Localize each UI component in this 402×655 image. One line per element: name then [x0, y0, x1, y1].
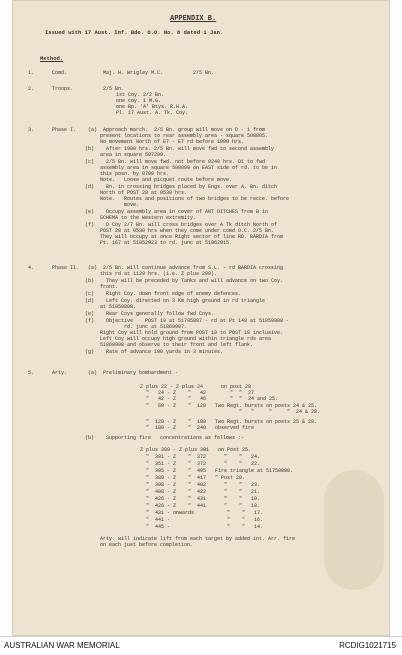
- text-line: SCHEMA to the Western extremity.: [100, 215, 197, 221]
- text-line: (d) Bn. in crossing bridges placed by Engs. over A. Bn. ditch: [85, 184, 278, 190]
- text-line: (b) After 1900 hrs. 2/5 Bn. will move fwd to second assembly: [85, 146, 275, 152]
- text-line: 51869908 and observe to their front and left flank.: [100, 342, 254, 348]
- text-line: area in square 507299.: [100, 152, 167, 158]
- text-line: " " " " 24 & 28.: [140, 409, 321, 415]
- text-line: Arty. will indicate lift from each target by added int. Arr. fire: [100, 536, 296, 542]
- text-line: Z plus 22 - Z plus 24 on post 28: [140, 384, 252, 390]
- text-line: 3. Phase I. (a) Approach march. 2/5 Bn. group will move on D - 1 from: [28, 127, 266, 133]
- text-line: front.: [100, 284, 119, 290]
- text-line: " 120 - Z " 180 Two Regt. bursts on posts 25 & 28.: [140, 419, 318, 425]
- text-line: " 60 - Z " 120 Two Regt. bursts on posts 24 & 25.: [140, 403, 318, 409]
- text-line: " 398 - Z " 402 " " 23.: [140, 482, 261, 488]
- text-line: " 426 - Z " 441 " " 18.: [140, 503, 261, 509]
- text-line: on each just before completion.: [100, 542, 194, 548]
- text-line: " 441 - " " 16.: [140, 517, 264, 523]
- section-heading-method: Method.: [40, 55, 64, 62]
- text-line: Right Coy will hold ground from POST 19 to POST 18 inclusive.: [100, 330, 284, 336]
- text-line: (b) They will be preceded by Tanks and will advance on two Coy.: [85, 278, 284, 284]
- text-line: " 445 - " " 14.: [140, 524, 264, 530]
- document-subtitle: Issued with 17 Aust. Inf. Bde. O.O. No. 8 dated 1 Jan.: [45, 29, 224, 36]
- text-line: Z plus 300 - Z plus 381 on Post 25.: [140, 447, 252, 453]
- footer-source: AUSTRALIAN WAR MEMORIAL: [4, 641, 120, 650]
- text-line: Note. Routes and positions of two bridges to be recce. before: [100, 196, 290, 202]
- text-line: 5. Arty. (a) Preliminary bombardment -: [28, 370, 179, 376]
- text-line: 2. Troops. 2/5 Bn.: [28, 86, 125, 92]
- text-line: assembly area in square 508099 on EAST side of rd. to be in: [100, 165, 278, 171]
- text-line: " 381 - Z " 372 " " 24.: [140, 454, 261, 460]
- text-line: " 42 - Z " 46 " " 24 and 25.: [140, 396, 279, 402]
- text-line: this rd at 1120 hrs. (i.e. Z plus 290).: [100, 271, 218, 277]
- text-line: " 408 - Z " 422 " " 21.: [140, 489, 261, 495]
- text-line: Left Coy will occupy high ground within triangle rds area: [100, 336, 272, 342]
- text-line: (b) Supporting fire concentrations as follows :-: [85, 435, 245, 441]
- text-line: (f) D Coy 2/7 Bn. will cross bridges over A Tk ditch North of: [85, 222, 278, 228]
- text-line: move.: [100, 202, 140, 208]
- text-line: one Bp. 'A' Btys. R.H.A.: [116, 104, 189, 110]
- text-line: (g) Rate of advance 100 yards in 3 minutes.: [85, 349, 224, 355]
- text-line: (c) 2/5 Bn. will move fwd. not before 0240 hrs. D1 to fwd: [85, 159, 266, 165]
- text-line: (f) Objective POST 19 at 51795887 - rd at Pt 149 at 51859908 -: [85, 318, 290, 324]
- document-title: APPENDIX B.: [170, 15, 217, 23]
- text-line: Pt. 167 at 51852923 to rd. junc at 51862915.: [100, 240, 233, 246]
- text-line: POST 28 at 0530 hrs when they come under comd O.C. 2/5 Bn.: [100, 228, 275, 234]
- text-line: (e) Occupy assembly area in cover of ANT DITCHES from B in: [85, 209, 269, 215]
- text-line: (d) Left Coy. directed on 3 Km high ground in rd triangle: [85, 298, 266, 304]
- text-line: (c) Right Coy. down front edge of enemy defences.: [85, 291, 242, 297]
- text-line: (e) Rear Coys generally follow fwd Coys.: [85, 311, 215, 317]
- text-line: this posn. by 0700 hrs.: [100, 171, 170, 177]
- paper-stain: [324, 470, 384, 590]
- text-line: " 431 - onwards " " 17.: [140, 510, 264, 516]
- footer-record-id: RCDIG1021715: [339, 641, 396, 650]
- text-line: " 351 - Z " 372 " " 22.: [140, 461, 261, 467]
- footer-bar: [0, 636, 402, 655]
- text-line: " 180 - Z " 240 observed fire: [140, 425, 255, 431]
- text-line: rd. junc at 51869907.: [100, 324, 188, 330]
- text-line: They will occupy at once Right sector of line RD. BARDIA from: [100, 234, 284, 240]
- text-line: " 426 - Z " 431 " " 19.: [140, 496, 261, 502]
- text-line: Pl. 17 Aust. A. Tk. Coy.: [116, 110, 189, 116]
- text-line: No movement North of E7 - E7 rd before 1900 hrs.: [100, 139, 245, 145]
- text-line: 1st Coy. 2/2 Bn.: [116, 92, 165, 98]
- text-line: " 389 - Z " 417 " Post 20.: [140, 475, 246, 481]
- text-line: " 24 - Z " 42 " " 27: [140, 390, 255, 396]
- text-line: Note. Loose and picquet route before move.: [100, 177, 233, 183]
- text-line: " 395 - Z " 405 Fire triangle at 51750808.: [140, 468, 294, 474]
- text-line: at 51859808.: [100, 304, 137, 310]
- text-line: North of POST 28 at 0530 hrs.: [100, 190, 188, 196]
- text-line: present locations to rear assembly area - square 508805.: [100, 133, 269, 139]
- text-line: 4. Phase II. (a) 2/5 Bn. will continue advance from S.L. - rd BARDIA crossing: [28, 265, 284, 271]
- text-line: 1. Comd. Maj. H. Wrigley M.C. 2/5 Bn.: [28, 70, 215, 76]
- document-page: [12, 0, 390, 636]
- text-line: one coy. 1 M.G.: [116, 98, 162, 104]
